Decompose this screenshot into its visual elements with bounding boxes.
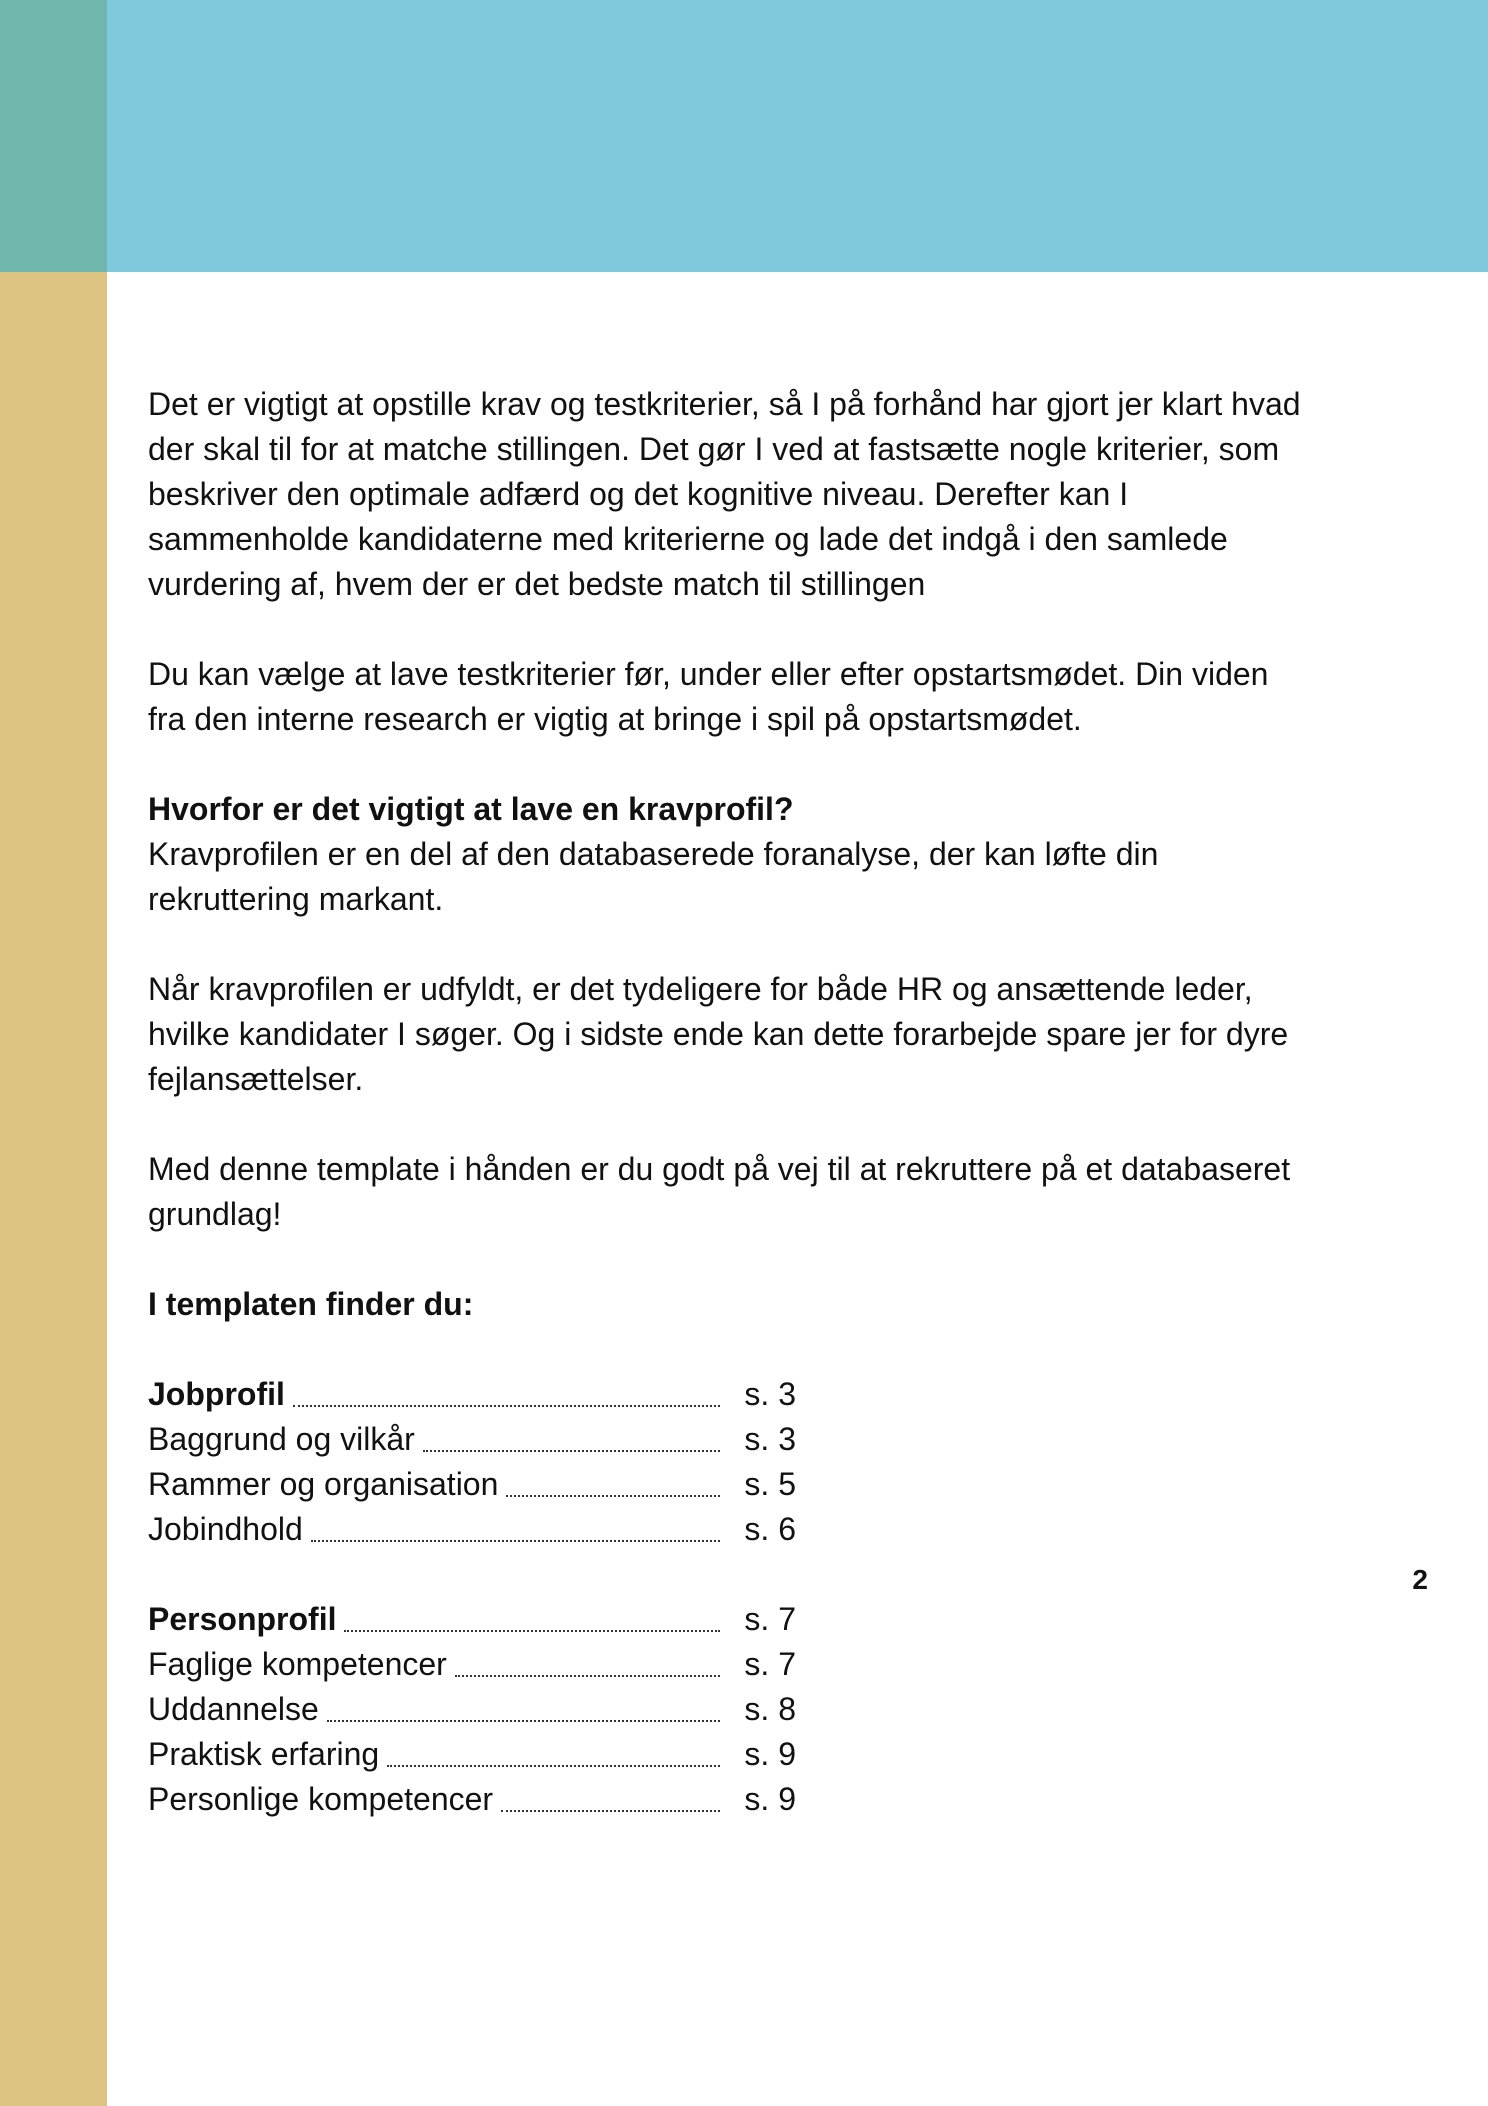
toc-page-ref: s. 9 <box>744 1736 796 1772</box>
why-section <box>148 787 1408 922</box>
toc-row[interactable] <box>148 1372 796 1417</box>
toc-row[interactable] <box>148 1642 796 1687</box>
toc-page-ref: s. 7 <box>744 1601 796 1637</box>
toc-leader-dots <box>311 1540 720 1542</box>
toc-item-label: Baggrund og vilkår <box>148 1421 415 1457</box>
header-color-band <box>107 0 1488 272</box>
toc-row[interactable] <box>148 1507 796 1552</box>
why-body: Kravprofilen er en del af den databaserede foranalyse, der kan løfte din rekruttering markant. <box>148 836 1159 917</box>
toc-row[interactable] <box>148 1597 796 1642</box>
toc-section-title: Jobprofil <box>148 1376 285 1412</box>
toc-leader-dots <box>455 1675 720 1677</box>
toc-leader-dots <box>327 1720 720 1722</box>
toc-row[interactable] <box>148 1687 796 1732</box>
toc-item-label: Jobindhold <box>148 1511 303 1547</box>
why-heading: Hvorfor er det vigtigt at lave en kravprofil? <box>148 791 794 827</box>
toc-leader-dots <box>506 1495 720 1497</box>
toc-item-label: Praktisk erfaring <box>148 1736 380 1772</box>
page-content <box>148 382 1408 1867</box>
corner-color-block <box>0 0 107 272</box>
closing-paragraph: Med denne template i hånden er du godt på vej til at rekruttere på et databaseret grundlag! <box>148 1151 1291 1232</box>
toc-row[interactable] <box>148 1732 796 1777</box>
toc-page-ref: s. 7 <box>744 1646 796 1682</box>
sidebar-color-band <box>0 272 107 2106</box>
toc-row[interactable] <box>148 1462 796 1507</box>
page-number: 2 <box>1412 1564 1428 1595</box>
toc-section-title: Personprofil <box>148 1601 337 1637</box>
toc-item-label: Uddannelse <box>148 1691 319 1727</box>
toc-item-label: Faglige kompetencer <box>148 1646 447 1682</box>
toc-row[interactable] <box>148 1417 796 1462</box>
toc-page-ref: s. 8 <box>744 1691 796 1727</box>
toc-leader-dots <box>293 1405 720 1407</box>
toc-page-ref: s. 3 <box>744 1421 796 1457</box>
toc-row[interactable] <box>148 1777 796 1822</box>
toc-group-personprofil <box>148 1597 796 1822</box>
toc-leader-dots <box>423 1450 720 1452</box>
toc-page-ref: s. 5 <box>744 1466 796 1502</box>
toc-leader-dots <box>344 1630 720 1632</box>
toc-item-label: Personlige kompetencer <box>148 1781 494 1817</box>
benefit-paragraph: Når kravprofilen er udfyldt, er det tydeligere for både HR og ansættende leder, hvilke kandidater I søger. Og i sidste ende kan dette forarbejde spare jer for dyre fejlansættelser. <box>148 971 1289 1097</box>
timing-paragraph: Du kan vælge at lave testkriterier før, under eller efter opstartsmødet. Din viden fra den interne research er vigtig at bringe i spil på opstartsmødet. <box>148 656 1269 737</box>
toc-heading: I templaten finder du: <box>148 1286 474 1322</box>
toc-page-ref: s. 3 <box>744 1376 796 1412</box>
toc-leader-dots <box>501 1810 720 1812</box>
toc-item-label: Rammer og organisation <box>148 1466 499 1502</box>
toc-page-ref: s. 6 <box>744 1511 796 1547</box>
toc-page-ref: s. 9 <box>744 1781 796 1817</box>
toc-leader-dots <box>387 1765 720 1767</box>
toc-group-jobprofil <box>148 1372 796 1552</box>
intro-paragraph: Det er vigtigt at opstille krav og testkriterier, så I på forhånd har gjort jer klart hvad der skal til for at matche stillingen. Det gør I ved at fastsætte nogle kriterier, som beskriver den optimale adfærd og det kognitive niveau. Derefter kan I sammenholde kandidaterne med kriterierne og lade det indgå i den samlede vurdering af, hvem der er det bedste match til stillingen <box>148 386 1301 602</box>
